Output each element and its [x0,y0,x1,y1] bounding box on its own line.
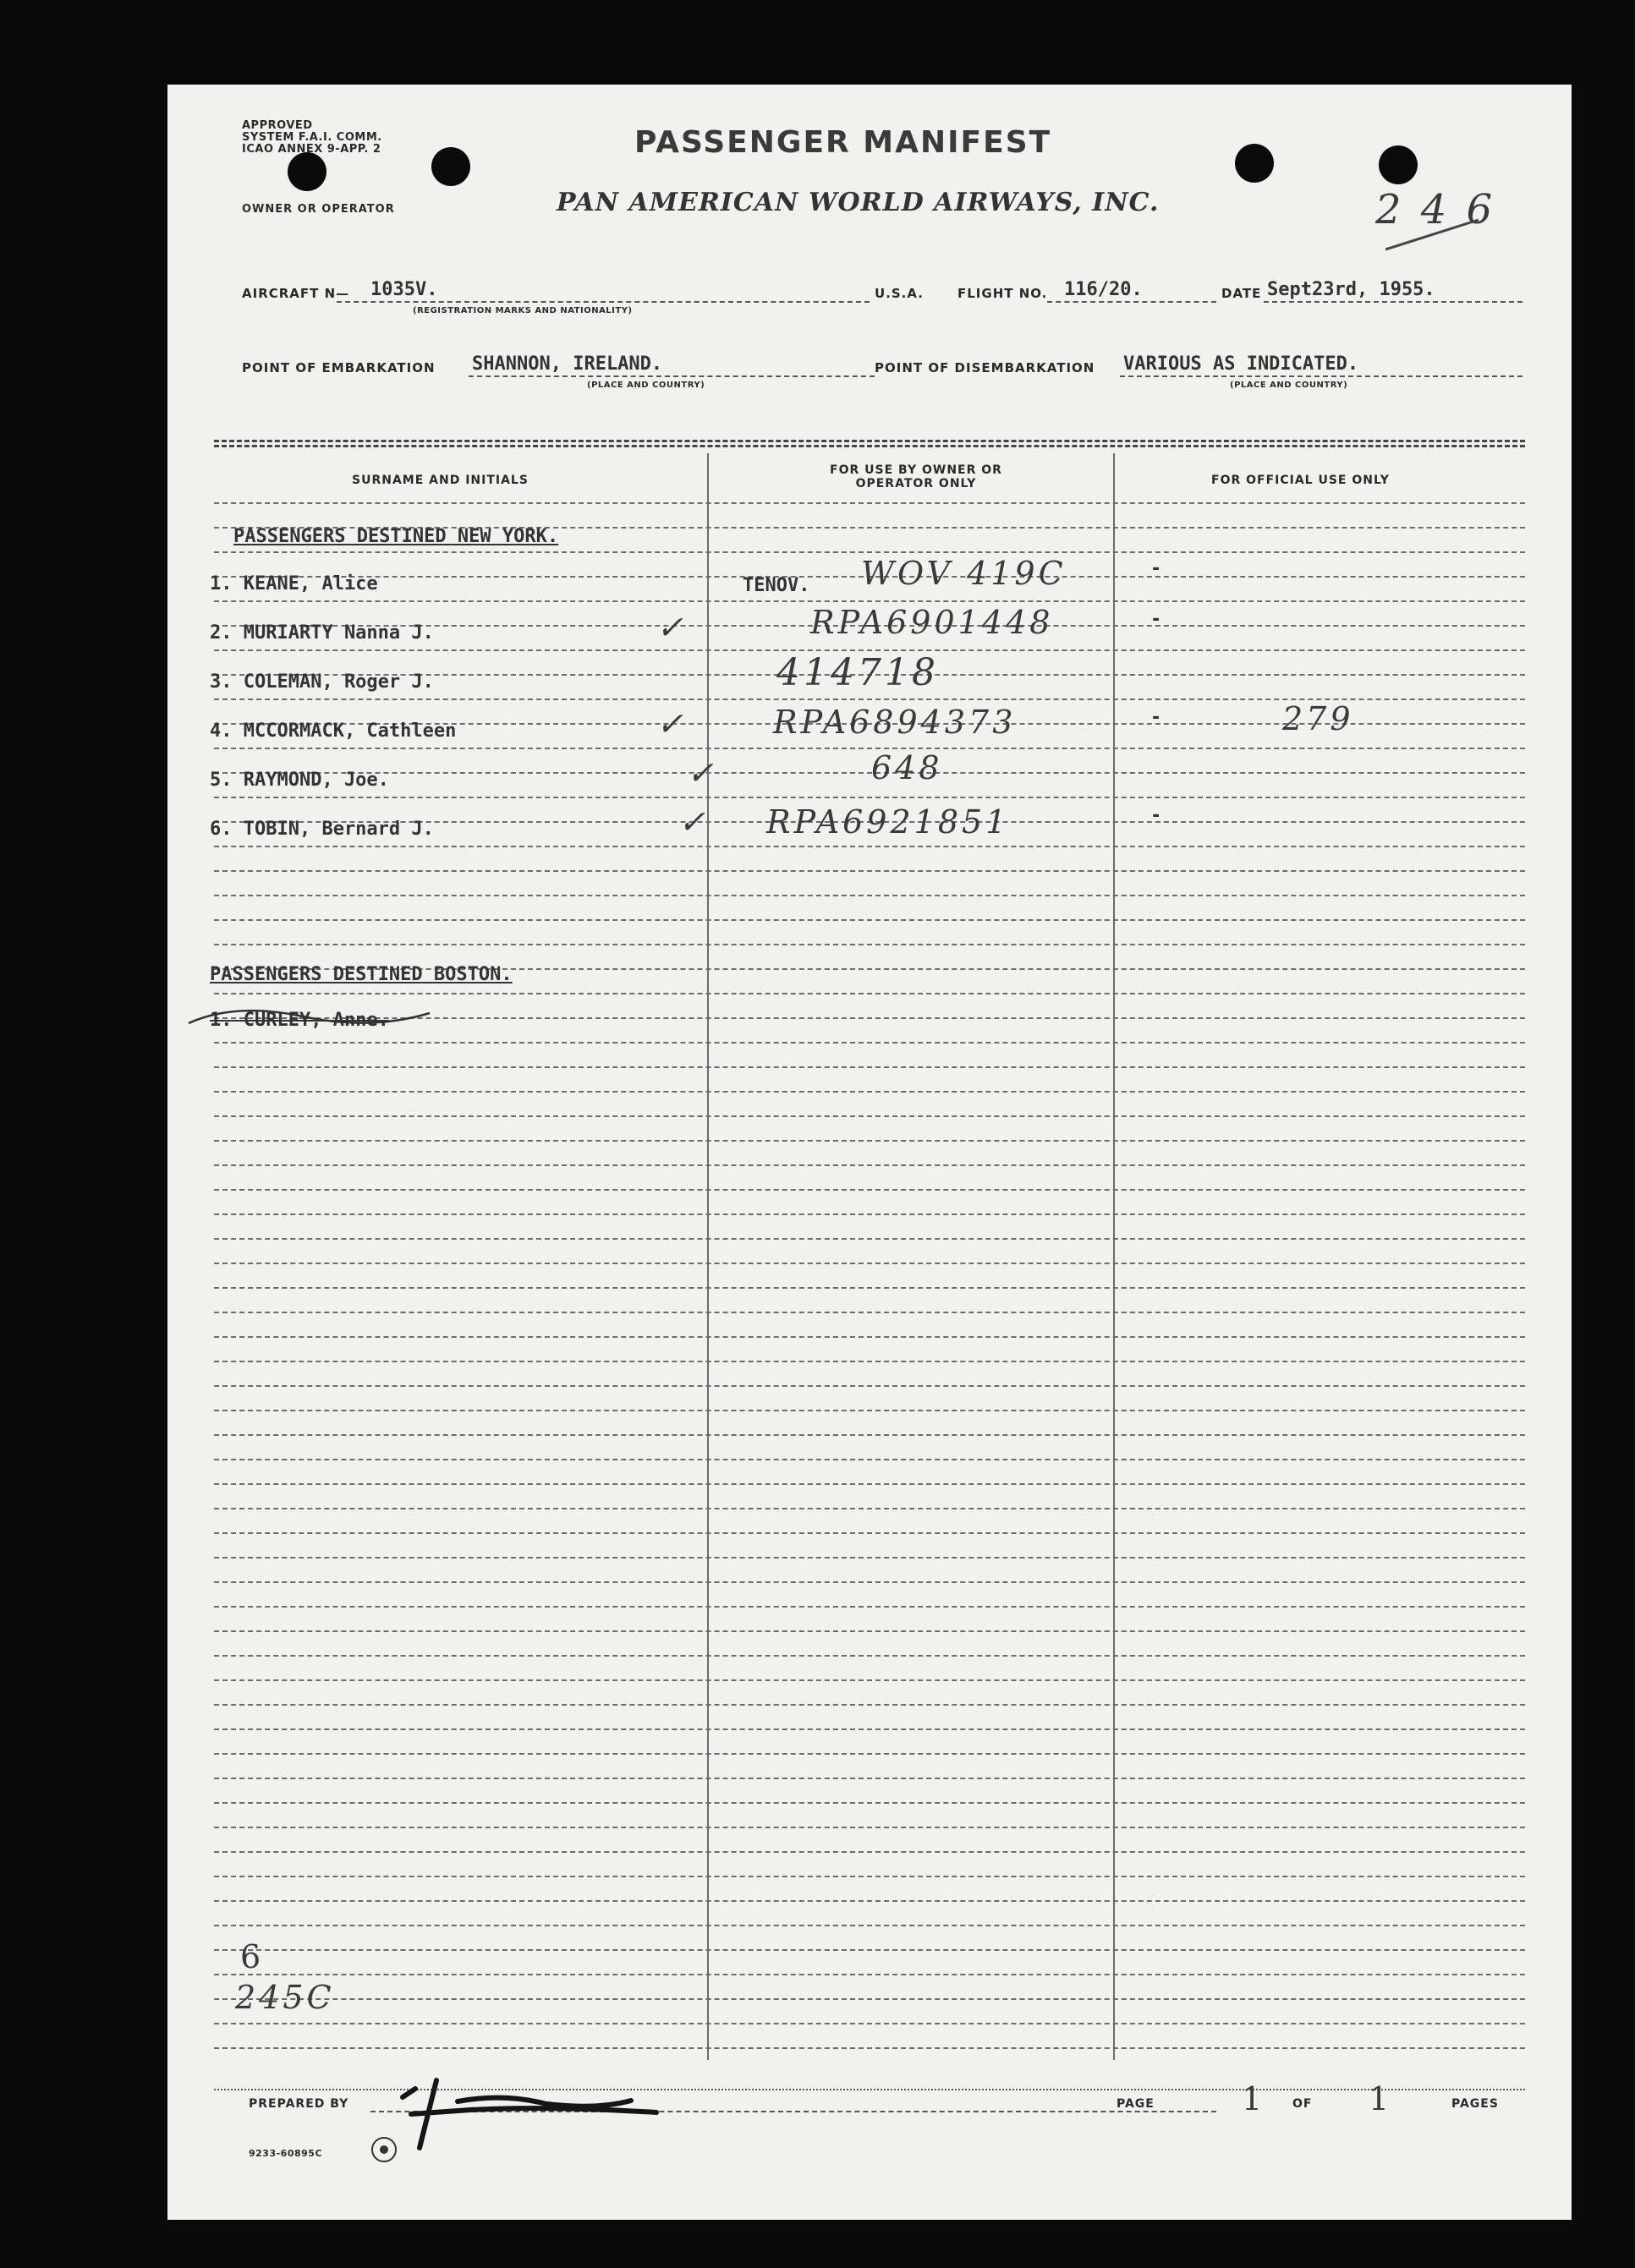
table-rule [214,1459,1525,1460]
table-rule [214,1851,1525,1853]
table-rule [214,1263,1525,1264]
corner-slash [1385,203,1487,254]
punch-hole [1379,145,1418,184]
passenger-name: 5. RAYMOND, Joe. [210,770,389,791]
bottom-note-code: 245C [235,1979,335,2016]
punch-hole [288,152,326,191]
table-rule [214,1385,1525,1387]
date-label: DATE [1221,286,1262,301]
table-rule [214,797,1525,798]
table-rule [214,1630,1525,1632]
table-rule [214,1753,1525,1755]
table-rule [214,1606,1525,1608]
table-rule [214,1066,1525,1068]
corner-handwritten-note: 2 4 6 [1375,186,1496,233]
table-rule [214,502,1525,504]
flight-line [1047,301,1216,303]
signature [377,2063,665,2156]
official-mark: - [1150,805,1162,826]
aircraft-label: AIRCRAFT N— [242,286,350,301]
table-rule [214,1557,1525,1559]
table-rule [214,1925,1525,1926]
table-rule [214,1876,1525,1877]
group-boston: PASSENGERS DESTINED BOSTON. [210,964,513,985]
table-rule [214,1679,1525,1681]
registration-caption: (REGISTRATION MARKS AND NATIONALITY) [413,306,633,315]
flight-label: FLIGHT NO. [957,286,1048,301]
disembark-caption: (PLACE AND COUNTRY) [1230,381,1348,390]
form-number: 9233-60895C [249,2148,323,2159]
passenger-name: 6. TOBIN, Bernard J. [210,819,434,840]
table-rule [214,1042,1525,1044]
table-rule [214,1213,1525,1215]
operator-name: PAN AMERICAN WORLD AIRWAYS, INC. [557,188,1160,217]
owner-label: OWNER OR OPERATOR [242,203,395,216]
approved-line: ICAO ANNEX 9-APP. 2 [242,143,381,156]
date-line [1264,301,1523,303]
column-divider [1113,453,1115,2060]
page-label: PAGE [1117,2097,1155,2111]
approved-line: SYSTEM F.A.I. COMM. [242,131,382,144]
operator-handwritten: RPA6921851 [766,803,1010,841]
embark-line [469,375,875,377]
table-rule [214,748,1525,749]
table-rule [214,846,1525,847]
punch-hole [1235,144,1274,183]
table-rule [214,1998,1525,2000]
col-header-operator: FOR USE BY OWNER OR OPERATOR ONLY [830,463,1002,490]
table-rule [214,1361,1525,1362]
flight-value: 116/20. [1064,279,1143,300]
disembark-label: POINT OF DISEMBARKATION [875,360,1095,375]
table-rule [214,1140,1525,1142]
table-rule [214,1238,1525,1240]
table-rule [214,551,1525,553]
embark-label: POINT OF EMBARKATION [242,360,436,375]
operator-handwritten: 414718 [776,651,939,694]
table-rule [214,895,1525,896]
table-rule [214,1508,1525,1509]
table-rule [214,1949,1525,1951]
col-header-official: FOR OFFICIAL USE ONLY [1211,474,1390,487]
aircraft-line [337,301,870,303]
table-rule [214,944,1525,945]
table-rule [214,1704,1525,1706]
union-label-icon [369,2134,399,2165]
table-rule [214,993,1525,994]
table-rule [214,2047,1525,2049]
table-rule [214,1900,1525,1902]
form-title: PASSENGER MANIFEST [634,125,1052,160]
group-new-york: PASSENGERS DESTINED NEW YORK. [233,526,559,547]
table-rule [214,1655,1525,1657]
check-mark: ✓ [678,803,709,841]
table-rule [214,1581,1525,1583]
operator-handwritten: WOV 419C [861,555,1067,592]
prepared-label: PREPARED BY [249,2097,349,2111]
table-rule [214,2023,1525,2024]
operator-typed: TENOV. [743,575,810,596]
table-rule [214,1336,1525,1338]
disembark-value: VARIOUS AS INDICATED. [1123,353,1359,375]
table-rule [214,1827,1525,1828]
table-rule [214,1312,1525,1313]
table-rule [214,772,1525,774]
column-divider [707,453,709,2060]
approved-line: APPROVED [242,119,313,132]
passenger-name: 3. COLEMAN, Roger J. [210,671,434,693]
official-number: 279 [1282,700,1354,737]
passenger-name: 2. MURIARTY Nanna J. [210,622,434,644]
table-rule [214,870,1525,872]
official-mark: - [1150,609,1162,630]
punch-hole [431,147,470,186]
embark-caption: (PLACE AND COUNTRY) [587,381,705,390]
table-rule [214,1728,1525,1730]
header-rule [214,440,1525,442]
of-label: OF [1292,2097,1313,2111]
table-rule [214,600,1525,602]
table-rule [214,1115,1525,1117]
table-rule [214,919,1525,921]
table-rule [214,1778,1525,1779]
passenger-name: 1. KEANE, Alice [210,573,378,594]
table-rule [214,1287,1525,1289]
strike-scribble [184,998,438,1032]
official-mark: - [1150,707,1162,728]
passenger-name: 4. MCCORMACK, Cathleen [210,720,457,742]
operator-handwritten: RPA6894373 [773,704,1017,741]
table-rule [214,1410,1525,1411]
header-rule [214,445,1525,447]
bottom-note-count: 6 [240,1938,265,1975]
manifest-page [167,85,1572,2220]
boston-crossed-entry: 1. CURLEY, Anne. [210,1010,389,1031]
table-rule [214,1091,1525,1093]
col-header-surname: SURNAME AND INITIALS [352,474,529,487]
check-mark: ✓ [687,754,717,792]
pages-label: PAGES [1451,2097,1499,2111]
approved-stamp [242,120,382,156]
of-value: 1 [1369,2080,1393,2117]
operator-handwritten: RPA6901448 [810,604,1054,641]
table-rule [214,1532,1525,1534]
table-rule [214,1164,1525,1166]
date-value: Sept23rd, 1955. [1267,279,1435,300]
table-rule [214,1974,1525,1975]
embark-value: SHANNON, IRELAND. [472,353,663,375]
table-rule [214,1802,1525,1804]
country-label: U.S.A. [875,286,924,301]
page-value: 1 [1242,2080,1266,2117]
check-mark: ✓ [656,705,687,742]
aircraft-value: 1035V. [370,279,438,300]
disembark-line [1120,375,1523,377]
check-mark: ✓ [656,609,687,646]
table-rule [214,1434,1525,1436]
operator-handwritten: 648 [871,749,943,786]
table-rule [214,1483,1525,1485]
table-rule [214,1189,1525,1191]
official-mark: - [1150,558,1162,579]
